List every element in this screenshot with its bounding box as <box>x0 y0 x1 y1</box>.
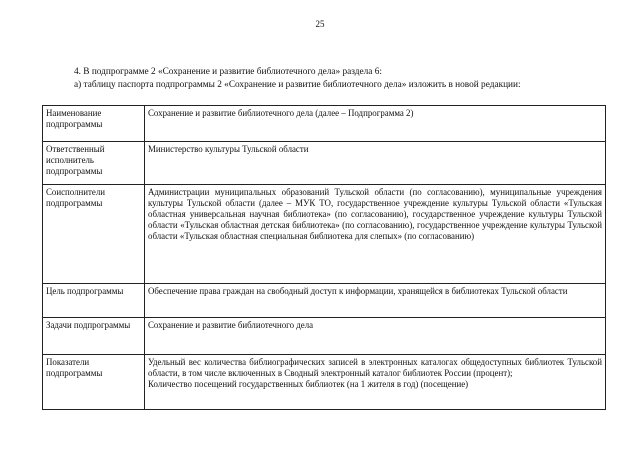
intro-text <box>74 66 614 92</box>
row-value: Администрации муниципальных образований Тульской области (по согласованию), муниципальные учреждения культуры Тульской области (далее – МУК ТО, государственное учреждение культуры Тульской области «Тульская областная универсальная научная библиотека» (по согласованию), государственное учреждение культуры Тульской области «Тульская областная детская библиотека» (по согласованию), государственное учреждение культуры Тульской области «Тульская областная специальная библиотека для слепых» (по согласованию) <box>145 185 606 284</box>
page-number: 25 <box>315 19 325 29</box>
intro-line-2: а) таблицу паспорта подпрограммы 2 «Сохранение и развитие библиотечного дела» изложить в новой редакции: <box>74 80 521 90</box>
table-row <box>43 106 606 142</box>
row-value: Министерство культуры Тульской области <box>145 142 606 185</box>
row-label: Показатели подпрограммы <box>43 355 145 410</box>
table-row <box>43 355 606 410</box>
row-label: Задачи подпрограммы <box>43 318 145 355</box>
row-label: Цель подпрограммы <box>43 284 145 318</box>
row-label: Наименование подпрограммы <box>43 106 145 142</box>
row-value: Сохранение и развитие библиотечного дела (далее – Подпрограмма 2) <box>145 106 606 142</box>
table-row <box>43 185 606 284</box>
indicator-2: Количество посещений государственных библиотек (на 1 жителя в год) (посещение) <box>148 379 469 389</box>
table-row <box>43 318 606 355</box>
row-value: Сохранение и развитие библиотечного дела <box>145 318 606 355</box>
row-label: Соисполнители подпрограммы <box>43 185 145 284</box>
row-label: Ответственный исполнитель подпрограммы <box>43 142 145 185</box>
row-value <box>145 355 606 410</box>
row-value: Обеспечение права граждан на свободный доступ к информации, хранящейся в библиотеках Тульской области <box>145 284 606 318</box>
subprogram-passport-table <box>42 105 606 410</box>
table-row <box>43 142 606 185</box>
indicator-1: Удельный вес количества библиографических записей в электронных каталогах общедоступных библиотек Тульской области, в том числе включенных в Сводный электронный каталог библиотек России (процент); <box>148 357 602 378</box>
intro-line-1: 4. В подпрограмме 2 «Сохранение и развитие библиотечного дела» раздела 6: <box>74 67 382 77</box>
table-row <box>43 284 606 318</box>
